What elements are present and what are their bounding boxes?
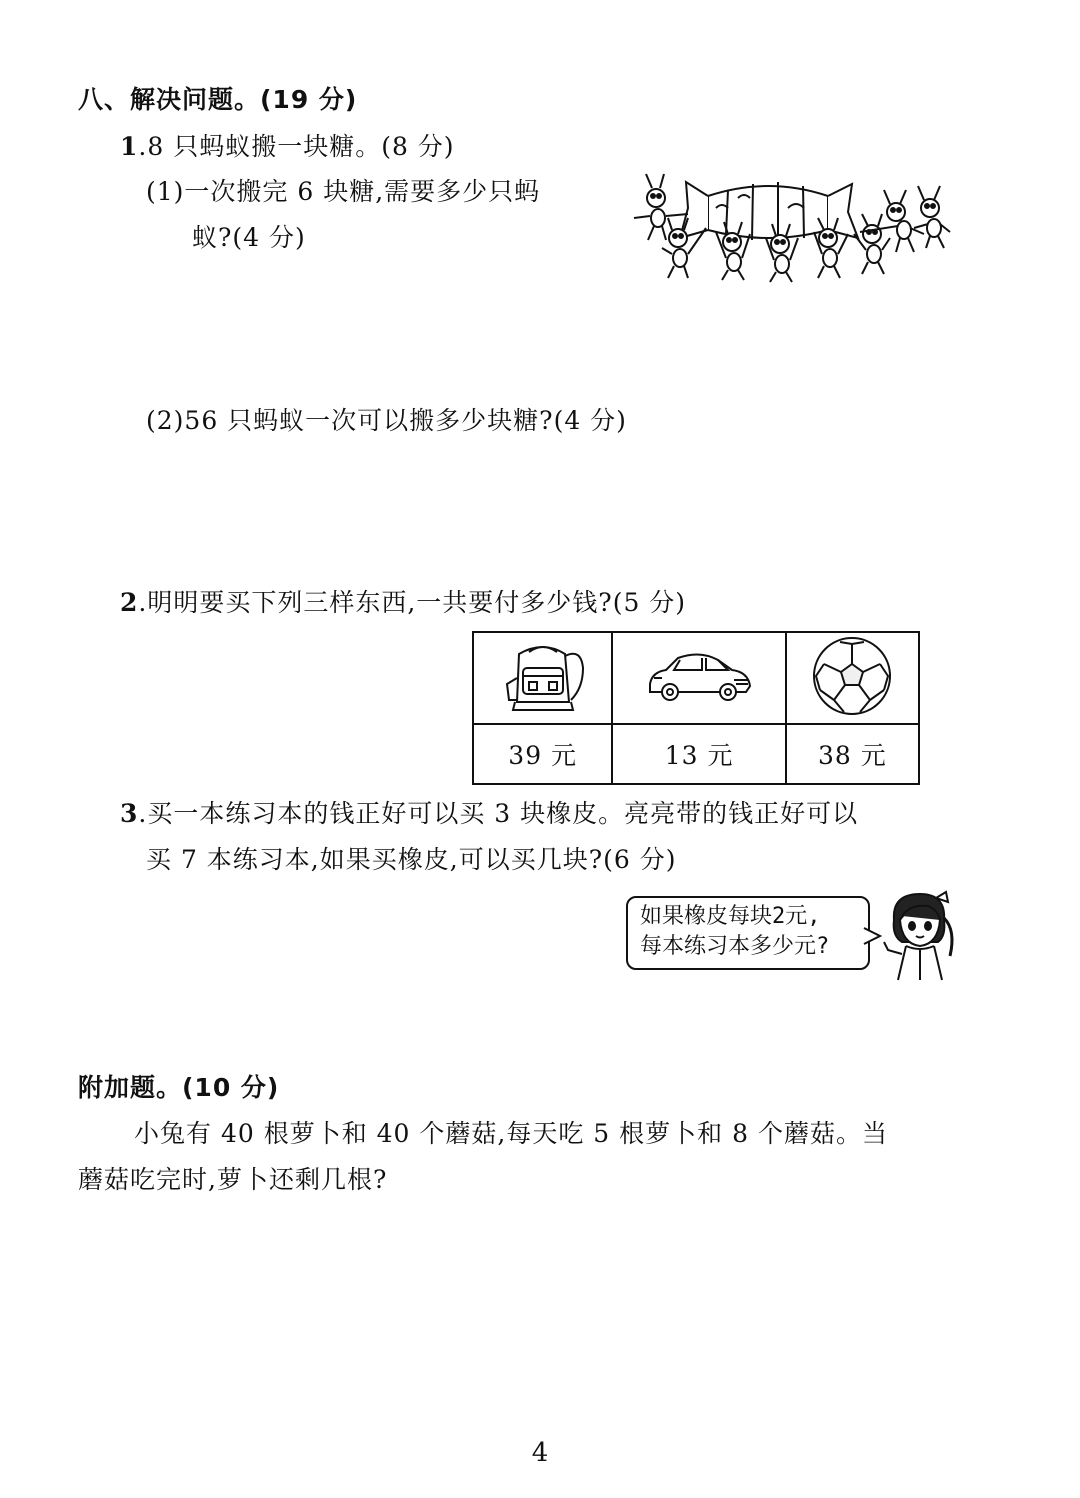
price-table-price-row [473, 724, 919, 784]
page-number: 4 [531, 1438, 549, 1468]
question-1-sub-1-line-1: (1)一次搬完 6 块糖,需要多少只蚂 [146, 177, 541, 206]
hint-line-1: 如果橡皮每块2元, [640, 904, 821, 929]
question-1-sub-2: (2)56 只蚂蚁一次可以搬多少块糖?(4 分) [146, 406, 627, 435]
question-2-text: .明明要买下列三样东西,一共要付多少钱?(5 分) [138, 588, 687, 617]
football-icon [810, 634, 894, 718]
ant-icon [854, 214, 890, 274]
question-1-sub-1-line-2: 蚁?(4 分) [192, 223, 306, 252]
section-8-title: 八、解决问题。(19 分) [78, 85, 358, 114]
bonus-line-2: 蘑菇吃完时,萝卜还剩几根? [78, 1165, 388, 1194]
hint-speech-bubble [626, 896, 870, 970]
question-3-number: 3 [120, 799, 139, 828]
backpack-icon [499, 638, 587, 714]
question-3-line-1 [120, 797, 858, 831]
price-table-cell [612, 632, 785, 724]
price-table [472, 631, 920, 785]
question-3-line-2: 买 7 本练习本,如果买橡皮,可以买几块?(6 分) [146, 845, 677, 874]
price-toy-car: 13 元 [612, 724, 785, 784]
price-table-image-row [473, 632, 919, 724]
question-1-number: 1 [120, 132, 139, 161]
toy-car-icon [644, 648, 754, 704]
question-2-stem [120, 586, 686, 620]
price-football: 38 元 [786, 724, 919, 784]
question-1-text: .8 只蚂蚁搬一块糖。(8 分) [138, 132, 455, 161]
price-table-cell [473, 632, 612, 724]
price-backpack: 39 元 [473, 724, 612, 784]
question-3-text: .买一本练习本的钱正好可以买 3 块橡皮。亮亮带的钱正好可以 [138, 799, 859, 828]
hint-line-2: 每本练习本多少元? [640, 934, 830, 959]
question-1-stem [120, 130, 455, 164]
price-table-cell [786, 632, 919, 724]
bonus-line-1: 小兔有 40 根萝卜和 40 个蘑菇,每天吃 5 根萝卜和 8 个蘑菇。当 [134, 1119, 888, 1148]
ant-icon [914, 186, 950, 248]
ants-carrying-candy-illustration [628, 168, 956, 284]
question-2-number: 2 [120, 588, 139, 617]
bonus-title: 附加题。(10 分) [78, 1073, 280, 1102]
girl-icon [880, 890, 960, 982]
